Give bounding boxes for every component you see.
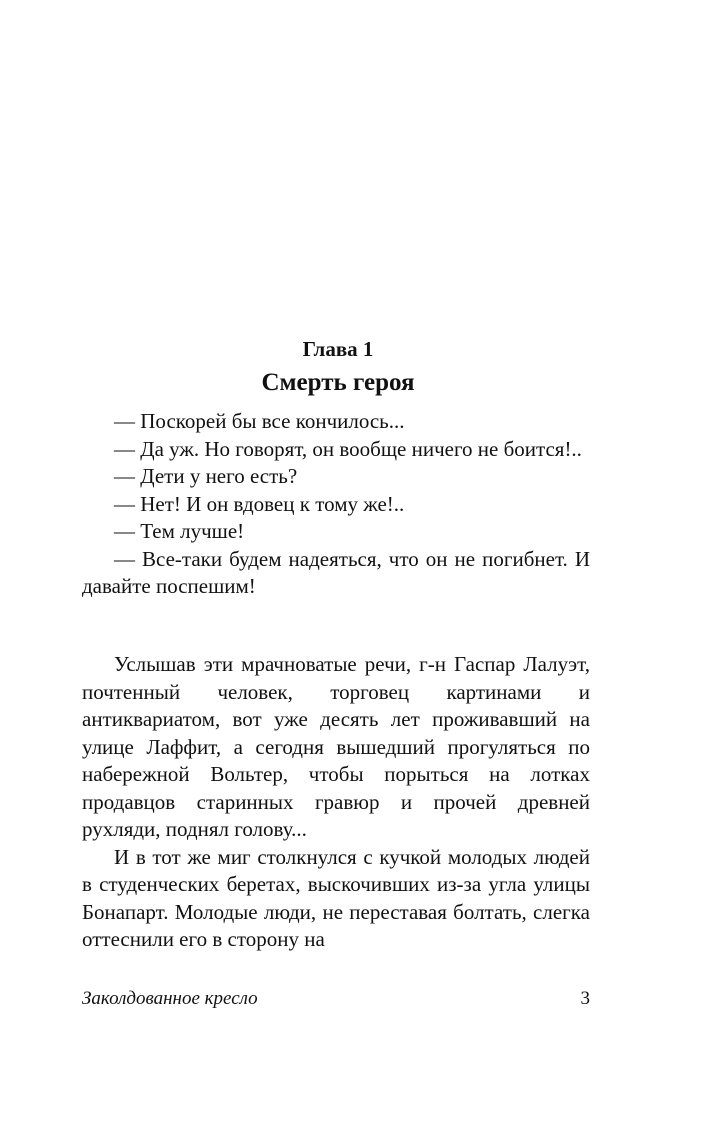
- chapter-title: Смерть героя: [261, 369, 415, 396]
- dialogue-line: — Нет! И он вдовец к тому же!..: [114, 491, 405, 516]
- dialogue-line: — Поскорей бы все кончилось...: [114, 409, 405, 433]
- dialogue-line: — Да уж. Но говорят, он вообще ничего не боится!..: [114, 436, 582, 461]
- dialogue-line: — Дети у него есть?: [114, 464, 298, 488]
- chapter-label: Глава 1: [302, 337, 374, 361]
- dialogue-line: — Все-таки будем надеяться, что он не погибнет. И давайте поспешим!: [82, 546, 590, 598]
- paragraph: Услышав эти мрачноватые речи, г-н Гаспар Лалуэт, почтенный человек, торговец картинами и антиквариатом, вот уже десять лет проживавший на улице Лаффит, а сегодня вышедший прогуляться по набережной Вольтер, чтобы порыться на лотках продавцов старинных гравюр и прочей древней рухляди, поднял голову...: [82, 652, 590, 841]
- running-footer-title: Заколдованное кресло: [82, 988, 258, 1009]
- dialogue-block: [82, 408, 590, 601]
- paragraph: И в тот же миг столкнулся с кучкой молодых людей в студенческих беретах, выскочивших из-за угла улицы Бонапарт. Молодые люди, не переставая болтать, слегка оттеснили его в сторону на: [82, 844, 590, 951]
- dialogue-line: — Тем лучше!: [114, 519, 245, 543]
- page-number: 3: [580, 988, 590, 1009]
- prose-block: [82, 651, 590, 954]
